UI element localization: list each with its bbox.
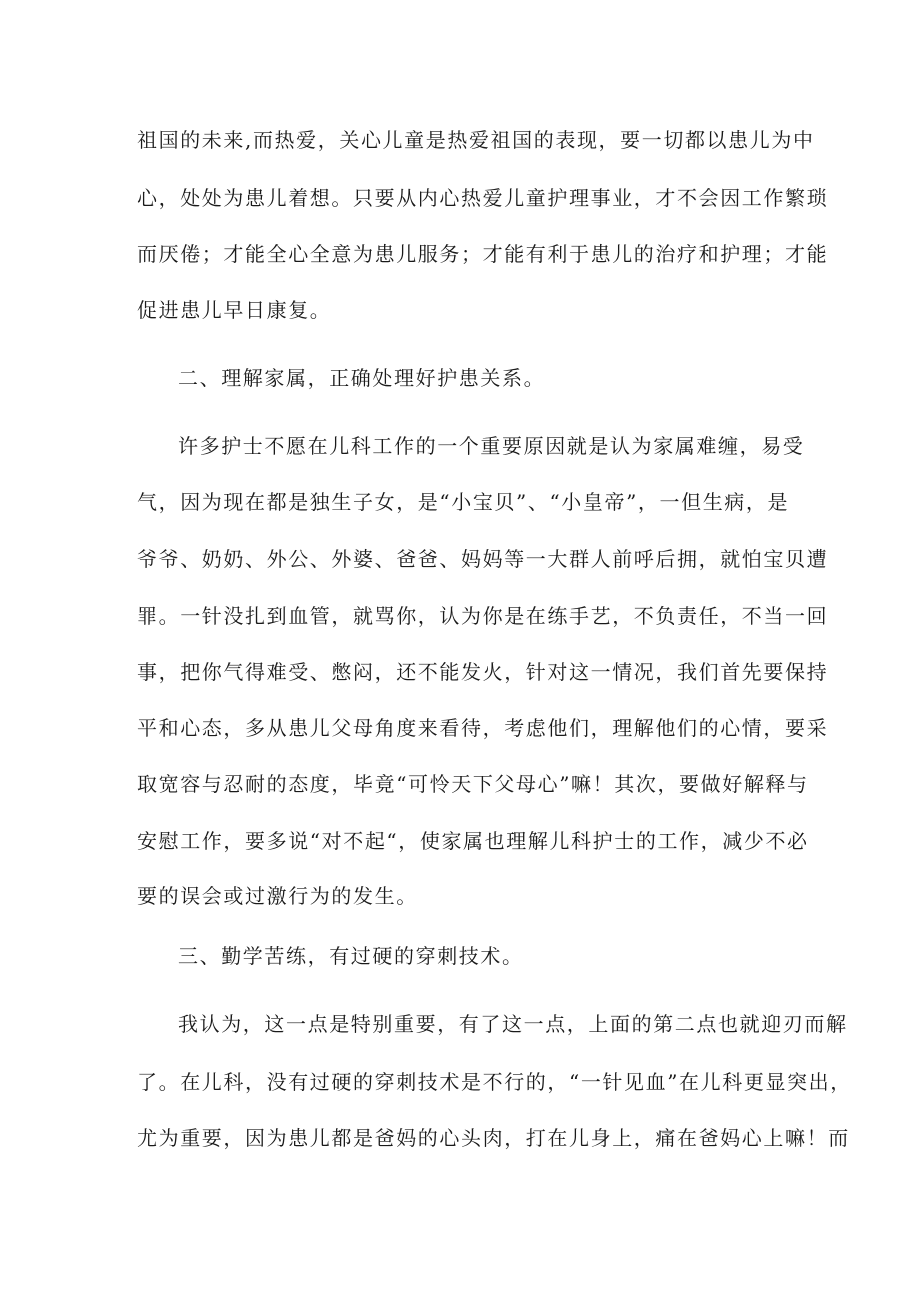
- paragraph-3-line-1: 我认为，这一点是特别重要，有了这一点，上面的第二点也就迎刃而解: [178, 1012, 848, 1036]
- paragraph-2-line-2: 气，因为现在都是独生子女，是“小宝贝”、“小皇帝”，一但生病，是: [137, 490, 790, 514]
- paragraph-2-line-4: 罪。一针没扎到血管，就骂你，认为你是在练手艺，不负责任，不当一回: [137, 604, 829, 628]
- paragraph-2-line-1: 许多护士不愿在儿科工作的一个重要原因就是认为家属难缠，易受: [178, 434, 805, 458]
- paragraph-2-line-6: 平和心态，多从患儿父母角度来看待，考虑他们，理解他们的心情，要采: [137, 716, 829, 740]
- paragraph-3-line-3: 尤为重要，因为患儿都是爸妈的心头肉，打在儿身上，痛在爸妈心上嘛！而: [137, 1126, 850, 1150]
- paragraph-2-line-9: 要的误会或过激行为的发生。: [137, 884, 418, 908]
- paragraph-1-line-4: 促进患儿早日康复。: [137, 298, 332, 322]
- paragraph-2-line-5: 事，把你气得难受、憋闷，还不能发火，针对这一情况，我们首先要保持: [137, 660, 829, 684]
- paragraph-2-line-7: 取宽容与忍耐的态度，毕竟“可怜天下父母心”嘛！其次，要做好解释与: [137, 772, 809, 796]
- section-heading-2: 二、理解家属，正确处理好护患关系。: [178, 366, 546, 390]
- paragraph-2-line-3: 爷爷、奶奶、外公、外婆、爸爸、妈妈等一大群人前呼后拥，就怕宝贝遭: [137, 547, 829, 571]
- paragraph-1-line-1: 祖国的未来,而热爱，关心儿童是热爱祖国的表现，要一切都以患儿为中: [137, 128, 815, 152]
- paragraph-2-line-8: 安慰工作，要多说“对不起“，使家属也理解儿科护士的工作，减少不必: [137, 829, 809, 853]
- paragraph-3-line-2: 了。在儿科，没有过硬的穿刺技术是不行的，“一针见血”在儿科更显突出，: [137, 1070, 852, 1094]
- paragraph-1-line-3: 而厌倦；才能全心全意为患儿服务；才能有利于患儿的治疗和护理；才能: [137, 242, 829, 266]
- paragraph-1-line-2: 心，处处为患儿着想。只要从内心热爱儿童护理事业，才不会因工作繁琐: [137, 186, 829, 210]
- section-heading-3: 三、勤学苦练，有过硬的穿刺技术。: [178, 944, 524, 968]
